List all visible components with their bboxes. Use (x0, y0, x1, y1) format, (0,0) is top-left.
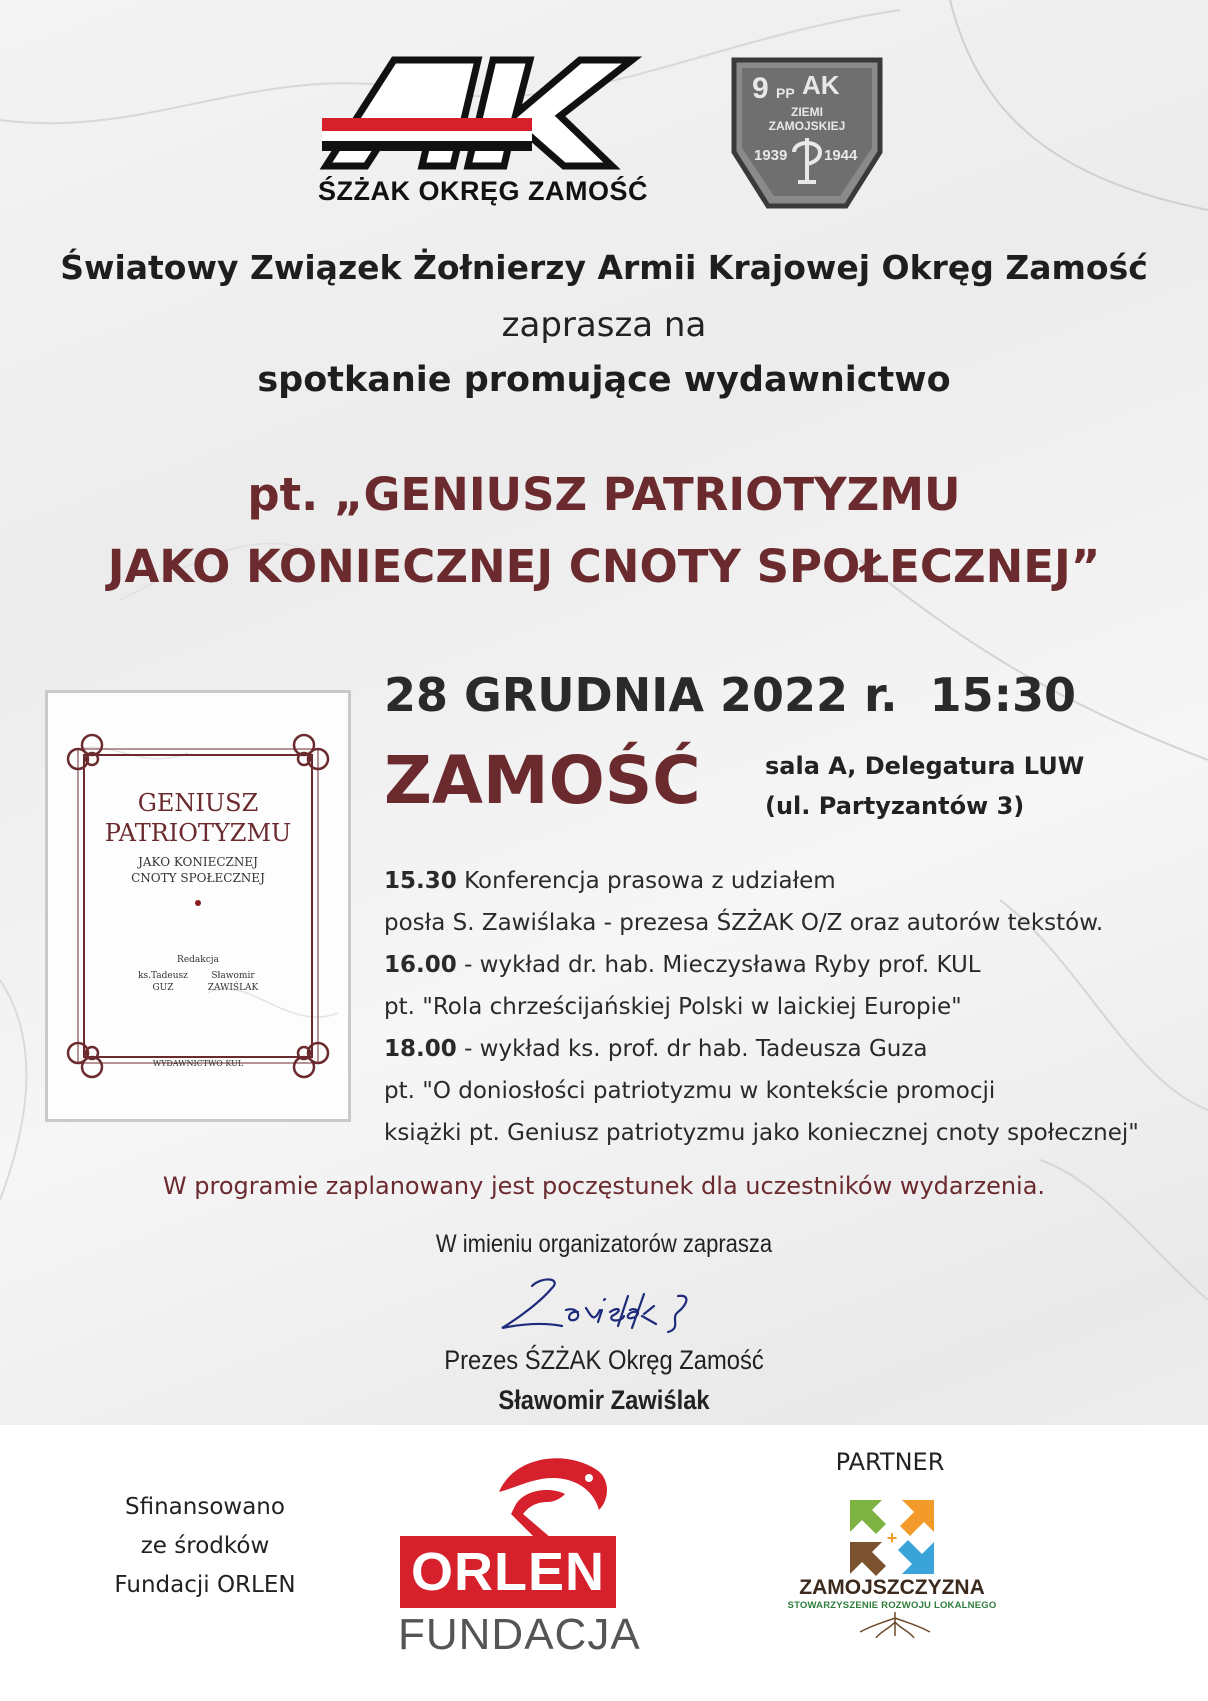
program-line: 15.30 Konferencja prasowa z udziałem (384, 868, 836, 894)
book-editor1-first: ks.Tadeusz (138, 971, 188, 981)
partner-label: PARTNER (835, 1448, 945, 1476)
svg-text:ZIEMI: ZIEMI (791, 105, 823, 119)
event-title-line2: JAKO KONIECZNEJ CNOTY SPOŁECZNEJ” (107, 540, 1101, 593)
svg-text:AK: AK (802, 70, 840, 100)
program-line: posła S. Zawiślaka - prezesa ŚZŻAK O/Z oraz autorów tekstów. (384, 910, 1104, 936)
program-line: pt. "Rola chrześcijańskiej Polski w laickiej Europie" (384, 994, 962, 1020)
book-subtitle1: JAKO KONIECZNEJ (138, 855, 258, 869)
funding-line: Fundacji ORLEN (114, 1572, 296, 1598)
event-venue: sala A, Delegatura LUW (765, 752, 1085, 780)
signatory-name: Sławomir Zawiślak (498, 1385, 710, 1415)
event-date: 28 GRUDNIA 2022 r. 15:30 (384, 668, 1077, 722)
svg-text:+: + (886, 1528, 898, 1548)
partner-arrows-icon (842, 1492, 942, 1582)
svg-text:1944: 1944 (824, 147, 858, 164)
roots-icon (850, 1612, 940, 1638)
event-address: (ul. Partyzantów 3) (765, 792, 1025, 820)
book-cover (45, 690, 351, 1122)
partner-name: ZAMOJSZCZYZNA (799, 1576, 985, 1599)
program-line: 18.00 - wykład ks. prof. dr hab. Tadeusza Guza (384, 1036, 928, 1062)
refreshments-note: W programie zaplanowany jest poczęstunek dla uczestników wydarzenia. (162, 1172, 1046, 1200)
handwritten-signature (482, 1266, 722, 1346)
program-line: książki pt. Geniusz patriotyzmu jako koniecznej cnoty społecznej" (384, 1120, 1139, 1146)
9pp-ak-badge (728, 56, 886, 216)
funding-line: Sfinansowano (125, 1494, 285, 1520)
book-editors-label: Redakcja (177, 955, 219, 965)
orlen-fundacja-text: FUNDACJA (398, 1610, 641, 1659)
svg-text:ZAMOJSKIEJ: ZAMOJSKIEJ (768, 119, 846, 133)
svg-text:9: 9 (752, 72, 769, 105)
book-cover-frame (48, 693, 348, 1119)
signatory-role: Prezes ŚZŻAK Okręg Zamość (444, 1345, 764, 1375)
program-list (384, 860, 1139, 1154)
book-editor2-first: Sławomir (211, 971, 255, 981)
event-city: ZAMOŚĆ (384, 742, 701, 819)
book-publisher: WYDAWNICTWO KUL (152, 1059, 244, 1068)
book-title1: GENIUSZ (137, 789, 259, 817)
book-editor2-last: ZAWIŚLAK (207, 983, 259, 993)
book-title2: PATRIOTYZMU (104, 819, 292, 847)
invite-text: zaprasza na (501, 305, 707, 345)
svg-text:1939: 1939 (754, 147, 788, 164)
book-editor1-last: GUZ (152, 983, 174, 993)
funding-note (100, 1488, 310, 1605)
partner-subtitle: STOWARZYSZENIE ROZWOJU LOKALNEGO (787, 1600, 997, 1611)
signature-intro: W imieniu organizatorów zaprasza (435, 1230, 773, 1258)
funding-line: ze środków (140, 1533, 270, 1559)
svg-text:PP: PP (776, 85, 795, 101)
event-title-line1: pt. „GENIUSZ PATRIOTYZMU (247, 468, 961, 521)
book-subtitle2: CNOTY SPOŁECZNEJ (131, 871, 265, 885)
ak-logo-caption: ŚZŻAK OKRĘG ZAMOŚĆ (318, 176, 648, 206)
program-line: pt. "O doniosłości patriotyzmu w kontekście promocji (384, 1078, 996, 1104)
meeting-text: spotkanie promujące wydawnictwo (257, 360, 951, 400)
program-line: 16.00 - wykład dr. hab. Mieczysława Ryby prof. KUL (384, 952, 981, 978)
organization-name: Światowy Związek Żołnierzy Armii Krajowej Okręg Zamość (60, 248, 1148, 287)
orlen-eagle-icon (493, 1448, 611, 1538)
orlen-logo: ORLEN (400, 1536, 616, 1608)
